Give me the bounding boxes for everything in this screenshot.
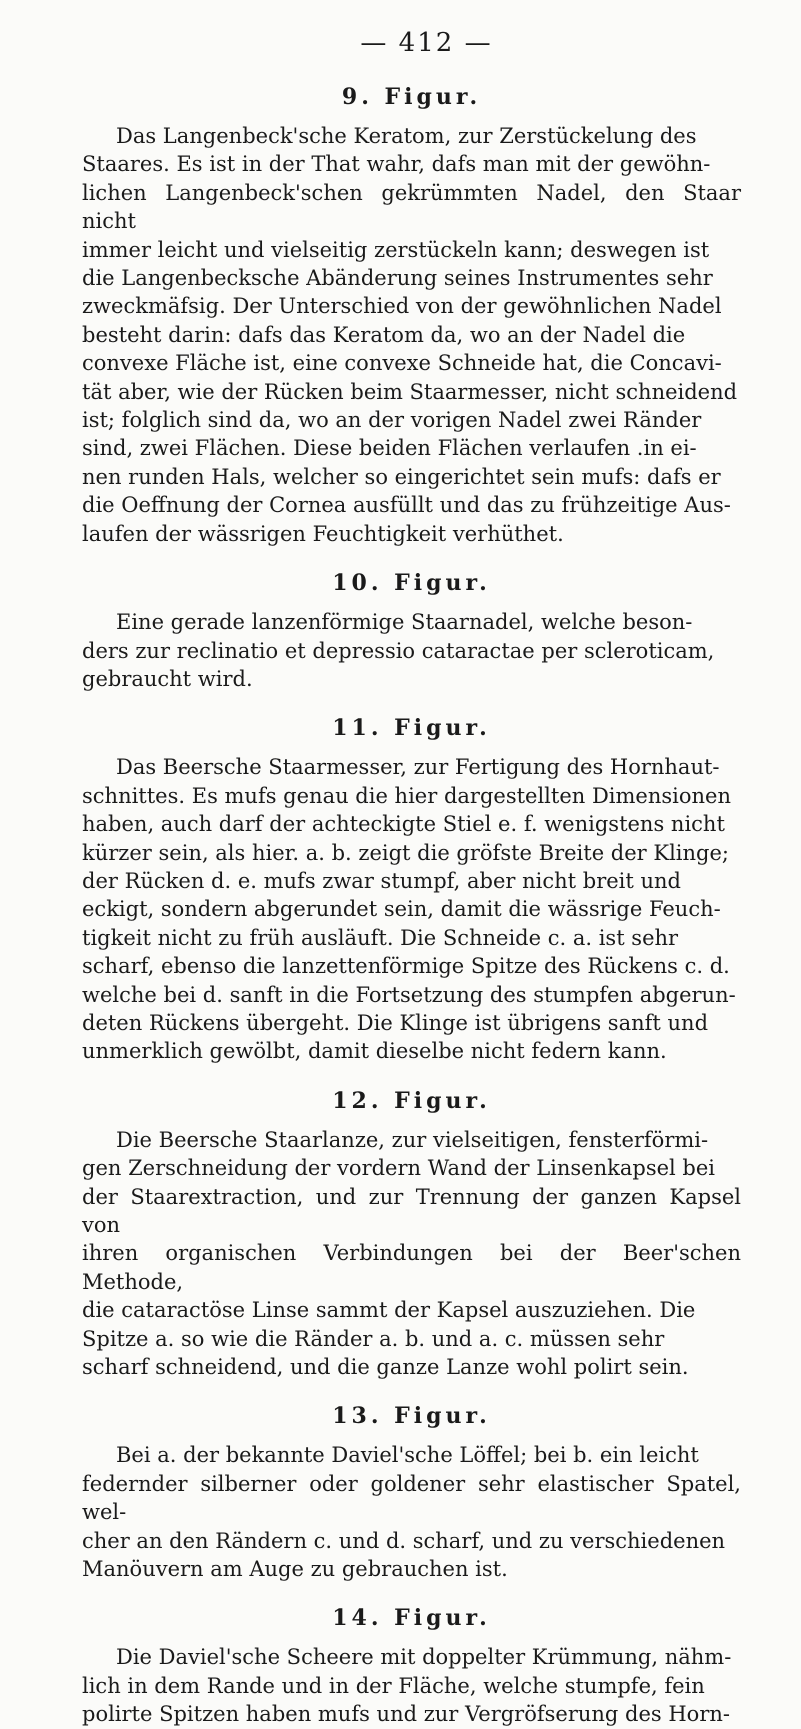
text-line: federnder silberner oder goldener sehr elastischer Spatel, wel-: [82, 1471, 741, 1525]
text-line: lichen Langenbeck'schen gekrümmten Nadel, den Staar nicht: [82, 180, 741, 234]
text-line: Die Daviel'sche Scheere mit doppelter Krümmung, nähm-: [116, 1645, 732, 1670]
text-line: besteht darin: dafs das Keratom da, wo an der Nadel die: [82, 322, 686, 347]
text-line: Manöuvern am Auge zu gebrauchen ist.: [82, 1557, 508, 1582]
text-line: Spitze a. so wie die Ränder a. b. und a. c. müssen sehr: [82, 1326, 665, 1351]
text-line: ist; folglich sind da, wo an der vorigen Nadel zwei Ränder: [82, 408, 702, 433]
figure-heading: 11. Figur.: [332, 715, 491, 742]
text-line: Das Langenbeck'sche Keratom, zur Zerstückelung des: [116, 124, 697, 148]
text-line: haben, auch darf der achteckigte Stiel e. f. wenigstens nicht: [82, 812, 725, 837]
figure-heading: 13. Figur.: [332, 1403, 491, 1430]
text-line: scharf schneidend, und die ganze Lanze wohl polirt sein.: [82, 1355, 689, 1380]
text-line: schnittes. Es mufs genau die hier dargestellten Dimensionen: [82, 783, 731, 808]
text-line: tigkeit nicht zu früh ausläuft. Die Schneide c. a. ist sehr: [82, 925, 679, 950]
figure-heading: 9. Figur.: [341, 84, 482, 110]
text-line: lich in dem Rande und in der Fläche, welche stumpfe, fein: [82, 1673, 705, 1698]
text-line: ihren organischen Verbindungen bei der Beer'schen Methode,: [82, 1241, 741, 1294]
text-line: der Rücken d. e. mufs zwar stumpf, aber nicht breit und: [82, 868, 681, 893]
page-body: [82, 84, 741, 1729]
figure-description: [82, 1126, 741, 1382]
text-line: die Oeffnung der Cornea ausfüllt und das zu frühzeitige Aus-: [82, 493, 731, 518]
text-line: zweckmäfsig. Der Unterschied von der gewöhnlichen Nadel: [82, 294, 722, 319]
text-line: die Langenbecksche Abänderung seines Instrumentes sehr: [82, 266, 713, 291]
text-line: deten Rückens übergeht. Die Klinge ist übrigens sanft und: [82, 1010, 709, 1035]
figure-description: [82, 1441, 741, 1583]
text-line: welche bei d. sanft in die Fortsetzung des stumpfen abgerun-: [82, 982, 736, 1007]
text-line: die cataractöse Linse sammt der Kapsel auszuziehen. Die: [82, 1298, 696, 1323]
text-line: ders zur reclinatio et depressio cataractae per scleroticam,: [82, 638, 715, 663]
text-line: scharf, ebenso die lanzettenförmige Spitze des Rückens c. d.: [82, 954, 730, 979]
text-line: kürzer sein, als hier. a. b. zeigt die gröfste Breite der Klinge;: [82, 840, 729, 865]
figure-description: [82, 753, 741, 1065]
text-line: gen Zerschneidung der vordern Wand der Linsenkapsel bei: [82, 1156, 716, 1181]
text-line: nen runden Hals, welcher so eingerichtet sein mufs: dafs er: [82, 464, 721, 489]
text-line: laufen der wässrigen Feuchtigkeit verhüthet.: [82, 521, 564, 546]
text-line: cher an den Rändern c. und d. scharf, und zu verschiedenen: [82, 1528, 726, 1553]
text-line: Bei a. der bekannte Daviel'sche Löffel; bei b. ein leicht: [116, 1443, 699, 1468]
text-line: immer leicht und vielseitig zerstückeln kann; deswegen ist: [82, 237, 710, 262]
figure-description: [82, 122, 741, 548]
text-line: polirte Spitzen haben mufs und zur Vergröfserung des Horn-: [82, 1702, 730, 1727]
text-line: unmerklich gewölbt, damit dieselbe nicht federn kann.: [82, 1039, 667, 1064]
figure-heading: 10. Figur.: [332, 570, 491, 597]
text-line: sind, zwei Flächen. Diese beiden Flächen verlaufen .in ei-: [82, 436, 697, 461]
text-line: Die Beersche Staarlanze, zur vielseitigen, fensterförmi-: [116, 1127, 709, 1152]
text-line: Staares. Es ist in der That wahr, dafs man mit der gewöhn-: [82, 152, 711, 177]
figure-description: [82, 608, 741, 693]
text-line: der Staarextraction, und zur Trennung der ganzen Kapsel von: [82, 1184, 741, 1237]
text-line: tät aber, wie der Rücken beim Staarmesser, nicht schneidend: [82, 379, 738, 404]
figure-heading: 14. Figur.: [332, 1605, 491, 1632]
figure-heading: 12. Figur.: [332, 1087, 491, 1114]
text-line: convexe Fläche ist, eine convexe Schneide hat, die Concavi-: [82, 351, 722, 376]
text-line: eckigt, sondern abgerundet sein, damit die wässrige Feuch-: [82, 897, 721, 922]
page-number: — 412 —: [360, 28, 493, 58]
text-line: Das Beersche Staarmesser, zur Fertigung des Hornhaut-: [116, 755, 720, 780]
text-line: Eine gerade lanzenförmige Staarnadel, welche beson-: [116, 610, 693, 635]
text-line: gebraucht wird.: [82, 666, 253, 691]
figure-description: [82, 1643, 741, 1728]
